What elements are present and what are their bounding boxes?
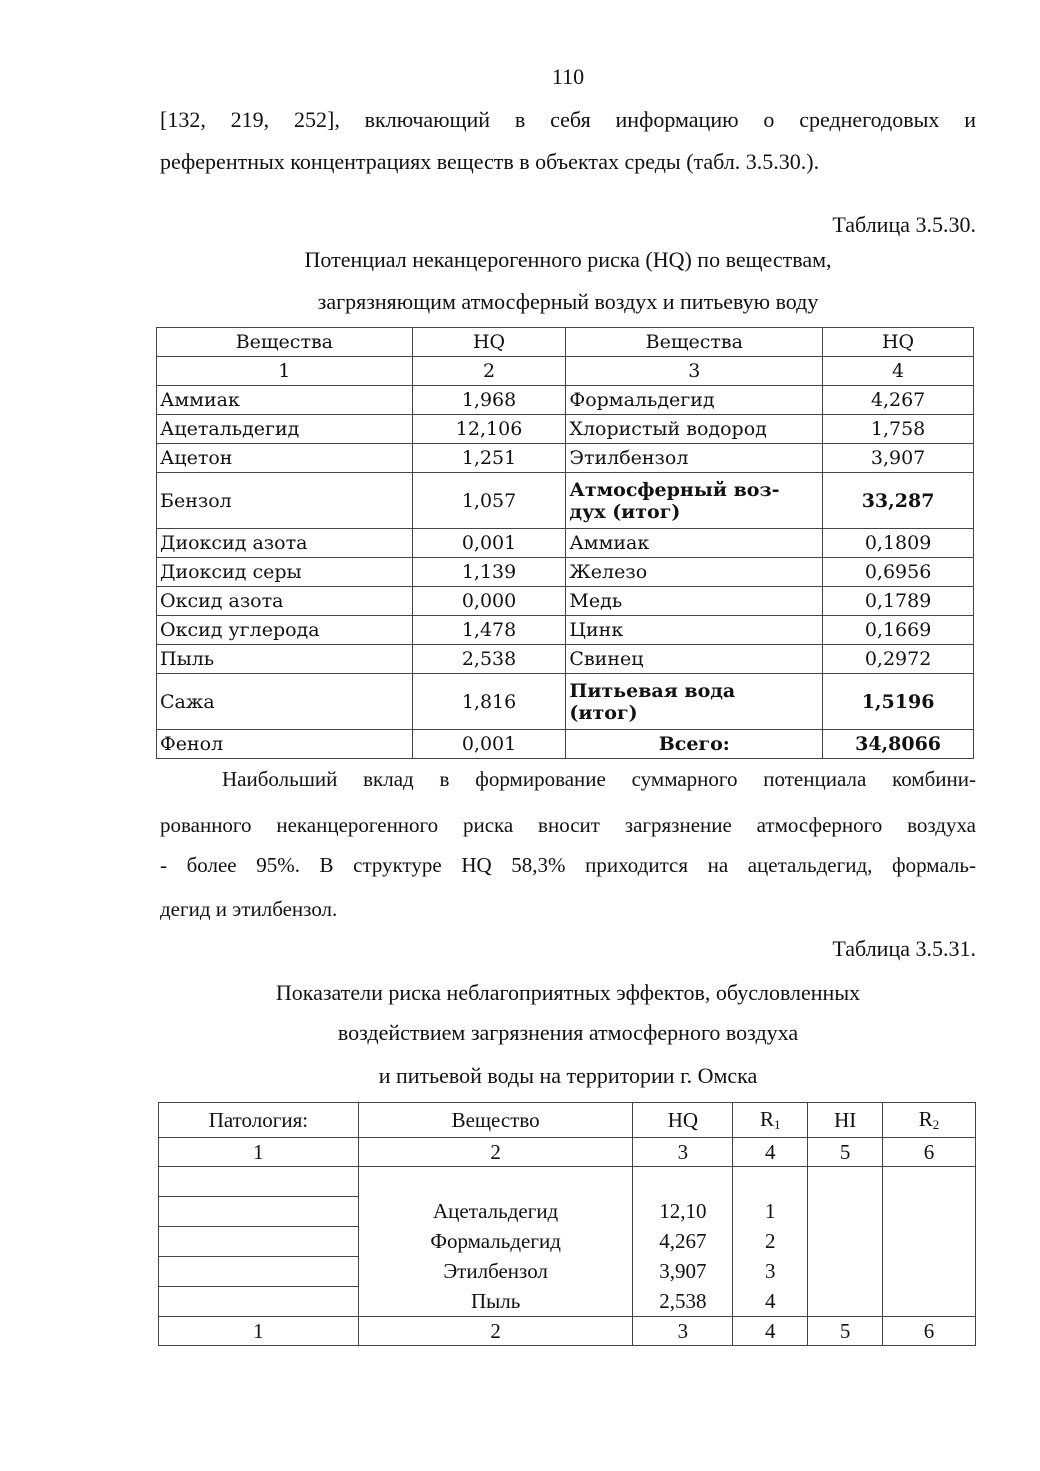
table-header-row bbox=[159, 1103, 976, 1138]
table2-label: Таблица 3.5.31. bbox=[832, 936, 976, 961]
list-item: 3 bbox=[765, 1259, 776, 1283]
list-item: Ацетальдегид bbox=[432, 1199, 559, 1223]
table2-title-line-1: Показатели риска неблагоприятных эффектов, обусловленных bbox=[275, 980, 861, 1005]
table-row bbox=[157, 444, 974, 473]
col-number: 2 bbox=[358, 1317, 633, 1346]
substance-cell: Аммиак bbox=[157, 386, 413, 415]
substance-cell: Ацетон bbox=[157, 444, 413, 473]
water-total-label-line-1: Питьевая вода bbox=[569, 679, 736, 702]
list-item: Пыль bbox=[470, 1289, 521, 1313]
table-header-row bbox=[157, 328, 974, 357]
col-number: 1 bbox=[159, 1317, 359, 1346]
table-row bbox=[157, 415, 974, 444]
header-hq-1: HQ bbox=[412, 328, 566, 357]
col-number: 1 bbox=[157, 357, 413, 386]
table-row bbox=[157, 616, 974, 645]
pathology-subrow bbox=[159, 1227, 358, 1257]
water-total-value: 1,5196 bbox=[823, 674, 974, 730]
air-total-label-line-1: Атмосферный воз- bbox=[569, 478, 780, 501]
table-number-row bbox=[157, 357, 974, 386]
table-footer-row bbox=[159, 1317, 976, 1346]
col-number: 3 bbox=[566, 357, 823, 386]
substance-cell: Оксид азота bbox=[157, 587, 413, 616]
substance-cell: Аммиак bbox=[566, 529, 823, 558]
substance-cell: Хлористый водород bbox=[566, 415, 823, 444]
hq-cell: 0,001 bbox=[412, 730, 566, 759]
water-total-label-line-2: (итог) bbox=[569, 701, 638, 724]
air-total-value: 33,287 bbox=[823, 473, 974, 529]
table-row bbox=[157, 587, 974, 616]
paragraph2-line-3: - более 95%. В структуре HQ 58,3% приходится на ацетальдегид, формаль- bbox=[160, 853, 976, 877]
table-row bbox=[157, 386, 974, 415]
table1-label: Таблица 3.5.30. bbox=[832, 212, 976, 237]
header-r2 bbox=[883, 1103, 976, 1138]
table-row bbox=[157, 473, 974, 529]
table-row bbox=[157, 558, 974, 587]
table2-title-line-2: воздействием загрязнения атмосферного воздуха bbox=[337, 1020, 799, 1045]
header-pathology: Патология: bbox=[159, 1103, 359, 1138]
substance-cell: Оксид углерода bbox=[157, 616, 413, 645]
intro-line-2: референтных концентрациях веществ в объектах среды (табл. 3.5.30.). bbox=[160, 149, 820, 174]
header-hq: HQ bbox=[633, 1103, 733, 1138]
intro-line-1: [132, 219, 252], включающий в себя информацию о среднегодовых и bbox=[160, 107, 976, 132]
substance-cell: Ацетальдегид bbox=[157, 415, 413, 444]
substance-cell: Пыль bbox=[157, 645, 413, 674]
list-item: 4,267 bbox=[659, 1229, 707, 1253]
hq-cell: 0,1789 bbox=[823, 587, 974, 616]
substance-list bbox=[358, 1167, 633, 1317]
substance-cell: Сажа bbox=[157, 674, 413, 730]
header-r1 bbox=[733, 1103, 808, 1138]
table1-title-line-2: загрязняющим атмосферный воздух и питьевую воду bbox=[317, 289, 819, 314]
hq-cell: 3,907 bbox=[823, 444, 974, 473]
table-row bbox=[157, 529, 974, 558]
col-number: 3 bbox=[633, 1138, 733, 1167]
rank-list bbox=[733, 1167, 808, 1317]
col-number: 1 bbox=[159, 1138, 359, 1167]
paragraph2-line-1: Наибольший вклад в формирование суммарного потенциала комбини- bbox=[222, 767, 976, 791]
col-number: 4 bbox=[823, 357, 974, 386]
header-substance: Вещество bbox=[358, 1103, 633, 1138]
hq-list bbox=[633, 1167, 733, 1317]
hq-cell: 1,816 bbox=[412, 674, 566, 730]
substance-cell: Этилбензол bbox=[566, 444, 823, 473]
hq-cell: 1,758 bbox=[823, 415, 974, 444]
substance-cell: Формальдегид bbox=[566, 386, 823, 415]
col-number: 6 bbox=[883, 1138, 976, 1167]
hq-cell: 1,968 bbox=[412, 386, 566, 415]
water-total-label bbox=[566, 674, 823, 730]
substance-cell: Цинк bbox=[566, 616, 823, 645]
grand-total-label: Всего: bbox=[566, 730, 823, 759]
pathology-subrow bbox=[159, 1197, 358, 1227]
substance-cell: Медь bbox=[566, 587, 823, 616]
hq-cell: 4,267 bbox=[823, 386, 974, 415]
header-hi: HI bbox=[808, 1103, 883, 1138]
list-item: 3,907 bbox=[659, 1259, 707, 1283]
hi-cell bbox=[808, 1167, 883, 1317]
header-r1-letter: R bbox=[760, 1107, 775, 1131]
table-number-row bbox=[159, 1138, 976, 1167]
table-row bbox=[157, 730, 974, 759]
pathology-subrow bbox=[159, 1167, 358, 1197]
header-r1-subscript: 1 bbox=[774, 1117, 781, 1132]
substance-cell: Бензол bbox=[157, 473, 413, 529]
list-item: 2,538 bbox=[659, 1289, 707, 1313]
substance-cell: Диоксид азота bbox=[157, 529, 413, 558]
hq-cell: 1,139 bbox=[412, 558, 566, 587]
header-substances-2: Вещества bbox=[566, 328, 823, 357]
table1-title-line-1: Потенциал неканцерогенного риска (HQ) по веществам, bbox=[304, 247, 832, 272]
hq-cell: 0,6956 bbox=[823, 558, 974, 587]
list-item: 12,10 bbox=[659, 1199, 707, 1223]
substance-cell: Диоксид серы bbox=[157, 558, 413, 587]
substance-cell: Фенол bbox=[157, 730, 413, 759]
list-item: 4 bbox=[765, 1289, 776, 1313]
hq-cell: 1,251 bbox=[412, 444, 566, 473]
list-item: Формальдегид bbox=[430, 1229, 561, 1253]
col-number: 5 bbox=[808, 1317, 883, 1346]
hq-cell: 0,000 bbox=[412, 587, 566, 616]
header-substances-1: Вещества bbox=[157, 328, 413, 357]
air-total-label-line-2: дух (итог) bbox=[569, 500, 681, 523]
col-number: 2 bbox=[412, 357, 566, 386]
hq-cell: 1,057 bbox=[412, 473, 566, 529]
table-row bbox=[157, 645, 974, 674]
pathology-cell bbox=[159, 1167, 359, 1317]
hq-cell: 1,478 bbox=[412, 616, 566, 645]
col-number: 5 bbox=[808, 1138, 883, 1167]
substance-cell: Железо bbox=[566, 558, 823, 587]
hq-cell: 0,1669 bbox=[823, 616, 974, 645]
hq-table bbox=[156, 327, 974, 759]
hq-cell: 0,2972 bbox=[823, 645, 974, 674]
hq-cell: 0,001 bbox=[412, 529, 566, 558]
risk-table bbox=[158, 1102, 976, 1346]
list-item: 1 bbox=[765, 1199, 776, 1223]
pathology-subrow bbox=[159, 1257, 358, 1287]
table2-title-line-3: и питьевой воды на территории г. Омска bbox=[378, 1063, 758, 1088]
r2-cell bbox=[883, 1167, 976, 1317]
col-number: 6 bbox=[883, 1317, 976, 1346]
header-hq-2: HQ bbox=[823, 328, 974, 357]
col-number: 2 bbox=[358, 1138, 633, 1167]
grand-total-value: 34,8066 bbox=[823, 730, 974, 759]
paragraph2-line-4: дегид и этилбензол. bbox=[160, 897, 338, 921]
hq-cell: 12,106 bbox=[412, 415, 566, 444]
page-number: 110 bbox=[551, 64, 585, 89]
col-number: 4 bbox=[733, 1317, 808, 1346]
list-item: Этилбензол bbox=[443, 1259, 548, 1283]
substance-cell: Свинец bbox=[566, 645, 823, 674]
list-item: 2 bbox=[765, 1229, 776, 1253]
pathology-subrow bbox=[159, 1287, 358, 1316]
table-row bbox=[157, 674, 974, 730]
col-number: 4 bbox=[733, 1138, 808, 1167]
table-row bbox=[159, 1167, 976, 1317]
header-r2-letter: R bbox=[918, 1107, 933, 1131]
hq-cell: 2,538 bbox=[412, 645, 566, 674]
col-number: 3 bbox=[633, 1317, 733, 1346]
paragraph2-line-2: рованного неканцерогенного риска вносит загрязнение атмосферного воздуха bbox=[160, 813, 976, 837]
header-r2-subscript: 2 bbox=[932, 1117, 940, 1132]
hq-cell: 0,1809 bbox=[823, 529, 974, 558]
air-total-label bbox=[566, 473, 823, 529]
